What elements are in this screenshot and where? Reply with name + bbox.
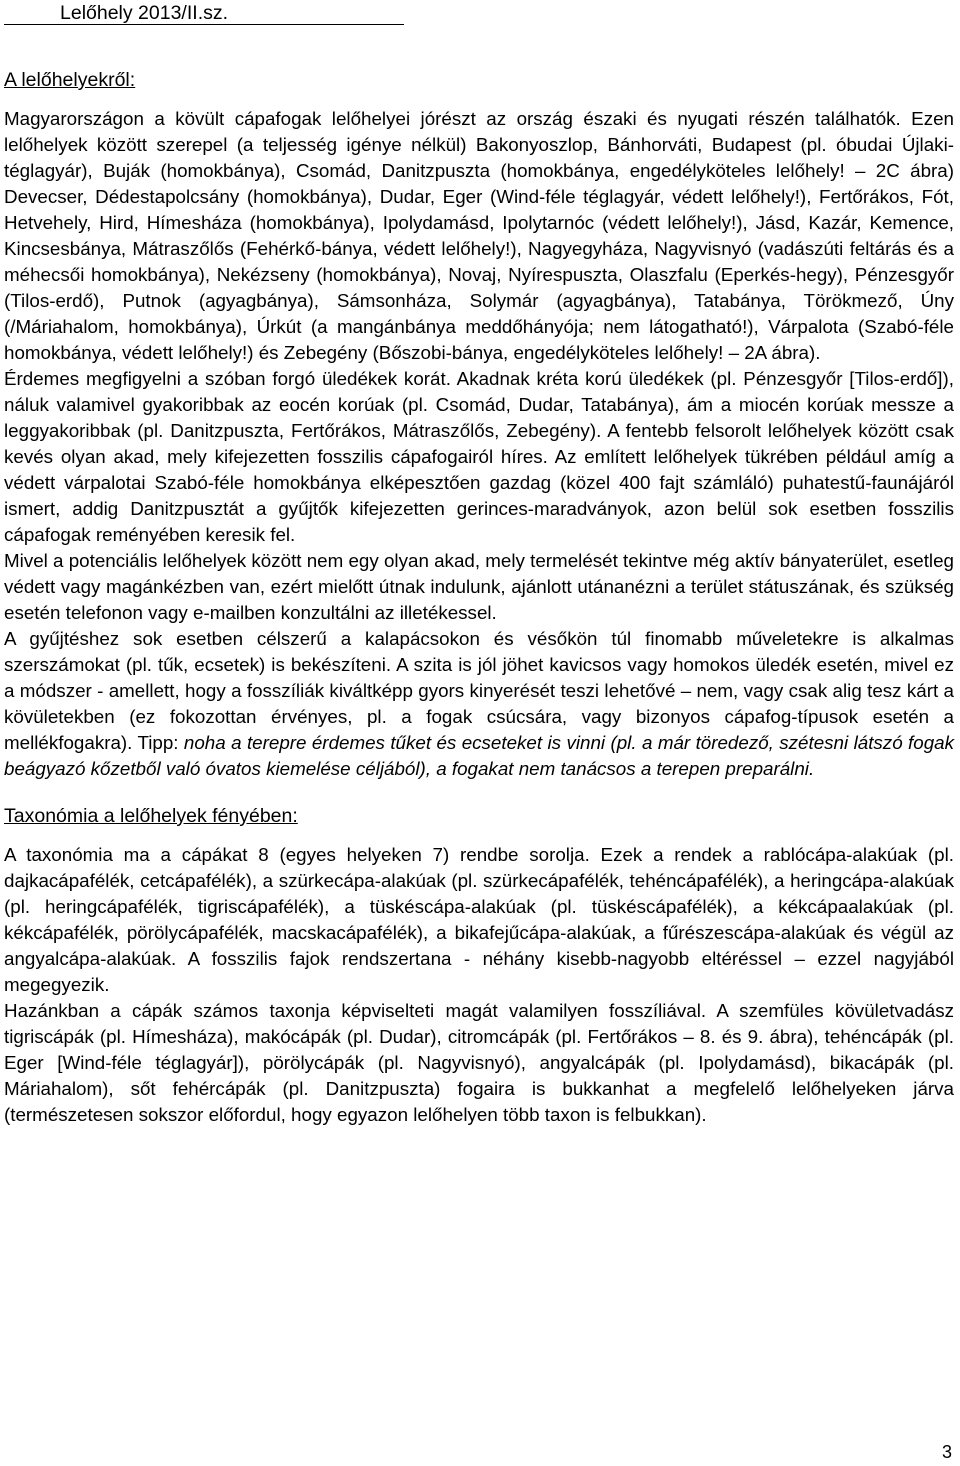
paragraph-taxonomy: A taxonómia ma a cápákat 8 (egyes helyeken 7) rendbe sorolja. Ezek a rendek a rablócápa-alakúak (pl. dajkacápafélék, cetcápafélék), a szürkecápa-alakúak (pl. szürkecápafélék, tehéncápafélék), a heringcápa-alakúak (pl. heringcápafélék, tigriscápafélék), a tüskéscápa-alakúak (pl. tüskéscápafélék), a kékcápaalakúak (pl. kékcápafélék, pörölycápafélék, macskacápafélék), a bikafejűcápa-alakúak, a fűrészescápa-alakúak és végül az angyalcápa-alakúak. A fosszilis fajok rendszertana - néhány kisebb-nagyobb eltéréssel – ezzel nagyjából megegyezik. xyxy=(4,844,954,995)
tools-text: A gyűjtéshez sok esetben célszerű a kalapácsokon és vésőkön túl finomabb műveletekre is alkalmas szerszámokat (pl. tűk, ecsetek) is bekészíteni. A szita is jól jöhet kavicsos vagy homokos üledék esetén, mivel ez a módszer - amellett, hogy a fosszíliák kiváltképp gyors kinyerését teszi lehetővé – nem, vagy csak alig tesz kárt a kövületekben (ez fokozottan érvényes, pl. a fogak csúcsára, vagy bizonyos cápafog-típusok esetén a mellékfogakra). Tipp: xyxy=(4,628,954,753)
page-number: 3 xyxy=(941,1442,952,1462)
page-content xyxy=(4,68,954,1128)
tip-text: noha a terepre érdemes tűket és ecseteket is vinni (pl. a már töredező, szétesni látszó fogak beágyazó kőzetből való óvatos kiemelése céljából), a fogakat nem tanácsos a terepen preparálni. xyxy=(4,732,954,779)
section-heading-lelohelyek: A lelőhelyekről: xyxy=(4,69,136,91)
paragraph-sediment-age: Érdemes megfigyelni a szóban forgó üledékek korát. Akadnak kréta korú üledékek (pl. Pénzesgyőr [Tilos-erdő]), náluk valamivel gyakoribbak az eocén korúak (pl. Csomád, Dudar, Tatabánya), ám a miocén korúak messze a leggyakoribbak (pl. Danitzpuszta, Fertőrákos, Mátraszőlős, Zebegény). A fentebb felsorolt lelőhelyek között csak kevés olyan akad, mely kifejezetten fosszilis cápafogairól híres. Az említett lelőhelyek tükrében például amíg a védett várpalotai Szabó-féle homokbánya elképesztően gazdag (közel 400 fajt számláló) puhatestű-faunájáról ismert, addig Danitzpusztát a gyűjtők kifejezetten gerinces-maradványok, azon belül sok esetben fosszilis cápafogak reményében keresik fel. xyxy=(4,368,954,545)
header-title: Lelőhely 2013/II.sz. xyxy=(60,2,229,24)
paragraph-locations: Magyarországon a kövült cápafogak lelőhelyei jórészt az ország északi és nyugati részén találhatók. Ezen lelőhelyek között szerepel (a teljesség igénye nélkül) Bakonyoszlop, Bánhorváti, Budapest (pl. óbudai Újlaki-téglagyár), Buják (homokbánya), Csomád, Danitzpuszta (homokbánya, engedélyköteles lelőhely! – 2C ábra) Devecser, Dédestapolcsány (homokbánya), Dudar, Eger (Wind-féle téglagyár, védett lelőhely!), Fertőrákos, Fót, Hetvehely, Hird, Hímesháza (homokbánya), Ipolydamásd, Ipolytarnóc (védett lelőhely!), Jásd, Kazár, Kemence, Kincsesbánya, Mátraszőlős (Fehérkő-bánya, védett lelőhely!), Nagyegyháza, Nagyvisnyó (vadászúti feltárás és a méhecsői homokbánya), Nekézseny (homokbánya), Novaj, Nyírespuszta, Olaszfalu (Eperkés-hegy), Pénzesgyőr (Tilos-erdő), Putnok (agyagbánya), Sámsonháza, Solymár (agyagbánya), Tatabánya, Törökmező, Úny (/Máriahalom, homokbánya), Úrkút (a mangánbánya meddőhányója; nem látogatható!), Várpalota (Szabó-féle homokbánya, védett lelőhely!) és Zebegény (Bőszobi-bánya, engedélyköteles lelőhely! – 2A ábra). xyxy=(4,108,954,363)
paragraph-tools xyxy=(4,626,954,782)
paragraph-hungarian-taxa: Hazánkban a cápák számos taxonja képviselteti magát valamilyen fosszíliával. A szemfüles kövületvadász tigriscápák (pl. Hímesháza), makócápák (pl. Dudar), citromcápák (pl. Fertőrákos – 8. és 9. ábra), tehéncápák (pl. Eger [Wind-féle téglagyár]), pörölycápák (pl. Nagyvisnyó), angyalcápák (pl. Ipolydamásd), bikacápák (pl. Máriahalom), sőt fehércápák (pl. Danitzpuszta) fogaira is bukkanhat a megfelelő lelőhelyeken járva (természetesen sokszor előfordul, hogy egyazon lelőhelyen több taxon is felbukkan). xyxy=(4,1000,954,1125)
paragraph-permissions: Mivel a potenciális lelőhelyek között nem egy olyan akad, mely termelését tekintve még aktív bányaterület, esetleg védett vagy magánkézben van, ezért mielőtt útnak indulunk, ajánlott utánanézni a terület státuszának, és szükség esetén telefonon vagy e-mailben konzultálni az illetékessel. xyxy=(4,550,954,623)
running-header xyxy=(4,2,404,25)
section-heading-taxonomia: Taxonómia a lelőhelyek fényében: xyxy=(4,805,298,827)
